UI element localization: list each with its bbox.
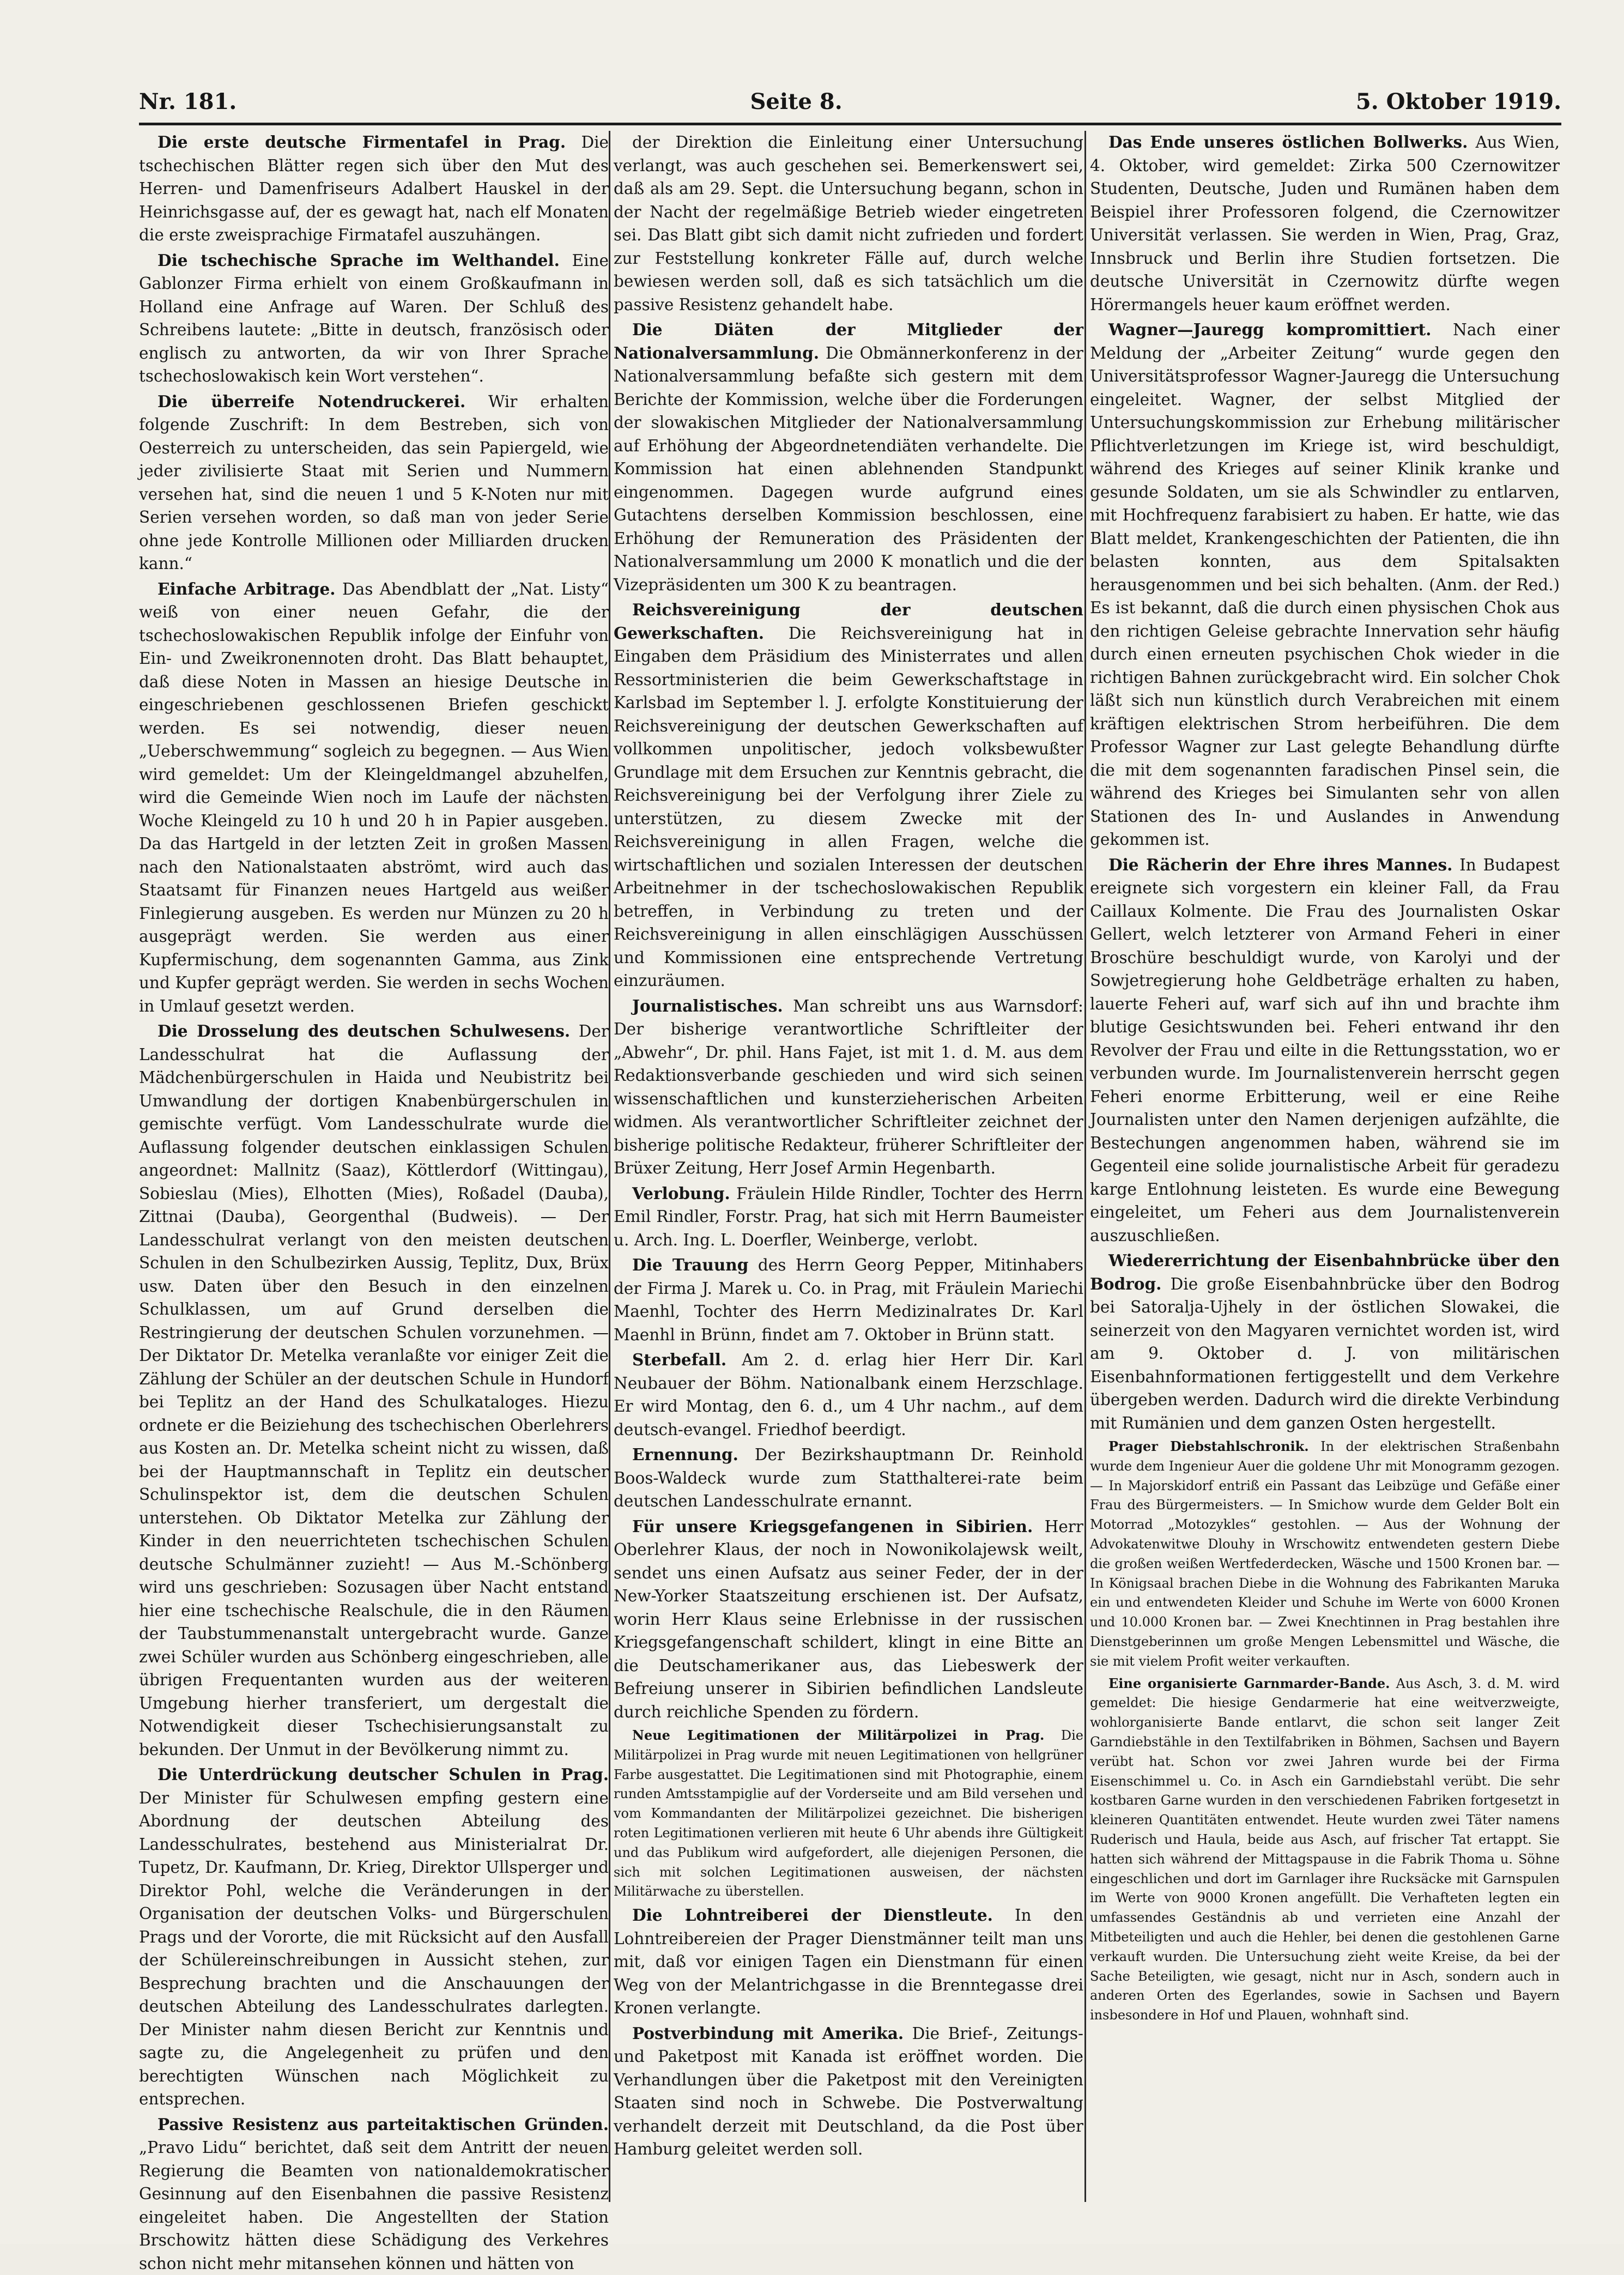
article-body: Nach einer Meldung der „Arbeiter Zeitung“ wurde gegen den Universitätsprofessor Wagner-Jauregg die Untersuchung eingeleitet. Wagner, der selbst Mitglied der Untersuchungskommission zur Erhebung militärischer Pflichtverletzungen im Kriege ist, wird beschuldigt, während des Krieges auf seiner Klinik kranke und gesunde Soldaten, um sie als Schwindler zu entlarven, mit Hochfrequenz farabisiert zu haben. Er hatte, wie das Blatt meldet, Krankengeschichten der Patienten, die ihn belasten konnten, aus dem Spitalsakten herausgenommen und bei sich behalten. (Anm. der Red.) Es ist bekannt, daß die durch einen physischen Chok aus den richtigen Geleise gebrachte Innervation sehr häufig durch einen erneuten psychischen Chok wieder in die richtigen Bahnen zurückgebracht wird. Ein solcher Chok läßt sich nun künstlich durch Verabreichen mit einem kräftigen elektrischen Strom herbeiführen. Die dem Professor Wagner zur Last gelegte Behandlung dürfte die mit dem sogenannten faradischen Pinsel sein, die während des Krieges bei Simulanten sehr von allen Stationen des In- und Auslandes in Anwendung gekommen ist. — [1090, 320, 1560, 849]
issue-date: 5. Oktober 1919. — [1356, 89, 1561, 114]
article-body: Eine Gablonzer Firma erhielt von einem Großkaufmann in Holland eine Anfrage auf Waren. Der Schluß des Schreibens lautete: „Bitte in deutsch, französisch oder englisch zu antworten, da wir von Ihrer Sprache tschechoslowakisch kein Wort verstehen“. — [139, 251, 609, 386]
article — [614, 1254, 1083, 1346]
article-headline: Die Rächerin der Ehre ihres Mannes. — [1108, 855, 1452, 874]
article-headline: Wiedererrichtung der Eisenbahnbrücke über den Bodrog. — [1090, 1251, 1560, 1293]
page-header — [139, 82, 1561, 121]
article-body: Fräulein Hilde Rindler, Tochter des Herrn Emil Rindler, Forstr. Prag, hat sich mit Herrn Baumeister u. Arch. Ing. L. Doerfler, Weinberge, verlobt. — [614, 1184, 1083, 1249]
article — [614, 1443, 1083, 1513]
article-body: Die Brief-, Zeitungs- und Paketpost mit Kanada ist eröffnet worden. Die Verhandlungen über die Paketpost mit den Vereinigten Staaten sind noch in Schwebe. Die Postverwaltung verhandelt derzeit mit Deutschland, da die Post über Hamburg geleitet werden soll. — [614, 2024, 1083, 2159]
article — [1090, 1249, 1560, 1435]
article — [1090, 1674, 1560, 2025]
article-headline: Die Unterdrückung deutscher Schulen in Prag. — [157, 1765, 609, 1784]
article — [139, 249, 609, 388]
article-body: Die Militärpolizei in Prag wurde mit neuen Legitimationen von hellgrüner Farbe ausgestattet. Die Legitimationen sind mit Photographie, einem runden Amtsstampiglie auf der Vorderseite und am Bild versehen und vom Kommandanten der Militärpolizei gezeichnet. Die bisherigen roten Legitimationen verlieren mit heute 6 Uhr abends ihre Gültigkeit und das Publikum wird aufgefordert, alle diejenigen Personen, die sich mit solchen Legitimationen ausweisen, der nächsten Militärwache zu überstellen. — [614, 1728, 1083, 1899]
article-headline: Die Diäten der Mitglieder der Nationalversammlung. — [614, 320, 1083, 362]
article — [139, 390, 609, 576]
article-body: Der Landesschulrat hat die Auflassung der Mädchenbürgerschulen in Haida und Neubistritz bei Umwandlung der dortigen Knabenbürgerschulen in gemischte verfügt. Vom Landesschulrate wurde die Auflassung folgender deutschen einklassigen Schulen angeordnet: Mallnitz (Saaz), Köttlerdorf (Wittingau), Sobieslau (Mies), Elhotten (Mies), Roßadel (Dauba), Zittnai (Dauba), Georgenthal (Budweis). — Der Landesschulrat verlangt von den meisten deutschen Schulen in den Schulbezirken Aussig, Teplitz, Dux, Brüx usw. Daten über den Besuch in den einzelnen Schulklassen, um auf Grund derselben die Restringierung der deutschen Schulen vorzunehmen. — Der Diktator Dr. Metelka veranlaßte vor einiger Zeit die Zählung der Schüler an der deutschen Schule in Hundorf bei Teplitz an der Hand des Schulkataloges. Hiezu ordnete er die Beiziehung des tschechischen Oberlehrers aus Kosten an. Dr. Metelka scheint nicht zu wissen, daß bei der Hauptmannschaft in Teplitz ein deutscher Schulinspektor ist, dem die deutschen Schulen unterstehen. Ob Diktator Metelka zur Zählung der Kinder in den neuerrichteten tschechischen Schulen deutsche Schulmänner zuzieht! — Aus M.-Schönberg wird uns geschrieben: Sozusagen über Nacht entstand hier eine tschechische Realschule, die in den Räumen der Taubstummenanstalt untergebracht wurde. Ganze zwei Schüler wurden aus Schönberg eingeschrieben, alle übrigen Frequentanten wurden aus der weiteren Umgebung hierher transferiert, um dergestalt die Notwendigkeit dieser Tschechisierungsanstalt zu bekunden. Der Unmut in der Bevölkerung nimmt zu. — [139, 1022, 609, 1759]
article-body: Die große Eisenbahnbrücke über den Bodrog bei Satoralja-Ujhely in der östlichen Slowakei, die seinerzeit von den Magyaren vernichtet worden ist, wird am 9. Oktober d. J. von militärischen Eisenbahnformationen fertiggestellt und dem Verkehre übergeben werden. Dadurch wird die direkte Verbindung mit Rumänien und dem ganzen Osten hergestellt. — [1090, 1275, 1560, 1432]
article — [139, 2113, 609, 2275]
article-headline: Journalistisches. — [632, 996, 783, 1015]
article — [614, 1726, 1083, 1902]
article-headline: Die Drosselung des deutschen Schulwesens. — [157, 1021, 570, 1040]
article-body: In Budapest ereignete sich vorgestern ein kleiner Fall, da Frau Caillaux Kolmente. Die Frau des Journalisten Oskar Gellert, welch letzterer von Armand Feheri in einer Broschüre beschuldigt wurde, von Karolyi und der Sowjetregierung hohe Geldbeträge erhalten zu haben, lauerte Feheri auf, warf sich auf ihn und brachte ihm blutige Gesichtswunden bei. Feheri entwand ihr den Revolver der Frau und eilte in die Rettungsstation, wo er verbunden wurde. Im Journalistenverein herrscht gegen Feheri enorme Erbitterung, weil er eine Reihe Journalisten unter den Namen derjenigen aufzählte, die Bestechungen angenommen haben, während sie im Gegenteil eine solide journalistische Arbeit für geradezu karge Entlohnung leisteten. Es wurde eine Bewegung eingeleitet, um Feheri aus dem Journalistenverein auszuschließen. — [1090, 856, 1560, 1245]
article — [614, 995, 1083, 1180]
article — [614, 2022, 1083, 2161]
article-headline: Für unsere Kriegsgefangenen in Sibirien. — [632, 1517, 1033, 1536]
article-headline: Die Lohntreiberei der Dienstleute. — [632, 1905, 993, 1925]
article-headline: Reichsvereinigung der deutschen Gewerkschaften. — [614, 600, 1083, 643]
column-divider — [1084, 131, 1086, 2202]
article — [614, 1182, 1083, 1252]
article — [1090, 854, 1560, 1248]
article-body: des Herrn Georg Pepper, Mitinhabers der Firma J. Marek u. Co. in Prag, mit Fräulein Mariechi Maenhl, Tochter des Herrn Medizinalrates Dr. Karl Maenhl in Brünn, findet am 7. Oktober in Brünn statt. — [614, 1256, 1083, 1344]
article — [614, 1904, 1083, 2020]
column-divider — [609, 131, 610, 2202]
article — [614, 1348, 1083, 1441]
article-headline: Das Ende unseres östlichen Bollwerks. — [1108, 132, 1468, 152]
article — [614, 598, 1083, 993]
article-headline: Wagner—Jauregg kompromittiert. — [1108, 320, 1431, 339]
article-headline: Ernennung. — [632, 1445, 738, 1464]
article — [614, 131, 1083, 316]
article-headline: Einfache Arbitrage. — [157, 579, 336, 598]
article-headline: Die Trauung — [632, 1255, 748, 1274]
article-headline: Die erste deutsche Firmentafel in Prag. — [157, 132, 566, 152]
article-body: Die tschechischen Blätter regen sich über den Mut des Herren- und Damenfriseurs Adalbert Hauskel in der Heinrichsgasse auf, der es gewagt hat, nach elf Monaten die erste zweisprachige Firmatafel auszuhängen. — [139, 133, 609, 244]
issue-number: Nr. 181. — [139, 89, 237, 114]
article-headline: Postverbindung mit Amerika. — [632, 2024, 904, 2043]
article — [139, 1020, 609, 1761]
column-3 — [1090, 131, 1560, 2213]
article-headline: Verlobung. — [632, 1184, 730, 1203]
article-body: Am 2. d. erlag hier Herr Dir. Karl Neubauer der Böhm. Nationalbank einem Herzschlage. Er wird Montag, den 6. d., um 4 Uhr nachm., auf dem deutsch-evangel. Friedhof beerdigt. — [614, 1351, 1083, 1439]
article — [139, 578, 609, 1018]
article — [1090, 318, 1560, 851]
article — [614, 318, 1083, 596]
article-body: In der elektrischen Straßenbahn wurde dem Ingenieur Auer die goldene Uhr mit Monogramm gezogen. — In Majorskidorf entriß ein Passant das Leibzüge und Gefäße einer Frau des Bürgermeisters. — In Smichow wurde dem Gelder Bolt ein Motorrad „Motozykles“ gestohlen. — Aus der Wohnung der Advokatenwitwe Dlouhy in Wrschowitz entwendeten gestern Diebe die großen weißen Wertfederdecken, Wäsche und 1500 Kronen bar. — In Königsaal brachen Diebe in die Wohnung des Fabrikanten Maruka ein und entwendeten Kleider und Schuhe im Werte von 6000 Kronen und 10.000 Kronen bar. — Zwei Knechtinnen in Prag bestahlen ihre Dienstgeberinnen um große Mengen Lebensmittel und Wäsche, die sie mit vielem Profit weiter verkauften. — [1090, 1439, 1560, 1669]
article-headline: Die tschechische Sprache im Welthandel. — [157, 251, 560, 270]
article-headline: Passive Resistenz aus parteitaktischen Gründen. — [157, 2115, 609, 2134]
article-body: Herr Oberlehrer Klaus, der noch in Nowonikolajewsk weilt, sendet uns einen Aufsatz aus seiner Feder, der in der New-Yorker Staatszeitung erschienen ist. Der Aufsatz, worin Herr Klaus seine Erlebnisse in der russischen Kriegsgefangenschaft schildert, klingt in eine Bitte an die Deutschamerikaner aus, das Liebeswerk der Befreiung unserer in Sibirien befindlichen Landsleute durch reichliche Spenden zu fördern. — [614, 1517, 1083, 1721]
article-body: der Direktion die Einleitung einer Untersuchung verlangt, was auch geschehen sei. Bemerkenswert sei, daß als am 29. Sept. die Untersuchung begann, schon in der Nacht der regelmäßige Betrieb wieder eingetreten sei. Das Blatt gibt sich damit nicht zufrieden und fordert zur Feststellung konkreter Fälle auf, durch welche bewiesen werden soll, daß es sich tatsächlich um die passive Resistenz gehandelt habe. — [614, 133, 1083, 314]
article — [1090, 131, 1560, 316]
article-body: Der Bezirkshauptmann Dr. Reinhold Boos-Waldeck wurde zum Statthalterei-rate beim deutschen Landesschulrate ernannt. — [614, 1445, 1083, 1510]
article-body: „Pravo Lidu“ berichtet, daß seit dem Antritt der neuen Regierung die Beamten von nationaldemokratischer Gesinnung auf den Eisenbahnen die passive Resistenz eingeleitet haben. Die Angestellten der Station Brschowitz hätten diese Schädigung des Verkehres schon nicht mehr mitansehen können und hätten von — [139, 2138, 609, 2273]
article-body: Aus Asch, 3. d. M. wird gemeldet: Die hiesige Gendarmerie hat eine weitverzweigte, wohlorganisierte Bande entlarvt, die schon seit langer Zeit Garndiebstähle in den Textilfabriken in Böhmen, Sachsen und Bayern verübt hat. Schon vor zwei Jahren wurde bei der Firma Eisenschimmel u. Co. in Asch ein Garndiebstahl verübt. Die sehr kostbaren Garne wurden in den verschiedenen Fabriken fortgesetzt in kleineren Quantitäten entwendet. Heute wurden zwei Täter namens Ruderisch und Haula, beide aus Asch, auf frischer Tat ertappt. Sie hatten sich während der Mittagspause in die Fabrik Thoma u. Söhne eingeschlichen und dort im Garnlager ihre Rucksäcke mit Garnspulen im Werte von 9000 Kronen angefüllt. Die Verhafteten legten ein umfassendes Geständnis ab und verrieten eine Anzahl der Mitbeteiligten und auch die Hehler, bei denen die gestohlenen Garne verkauft wurden. Die Untersuchung zieht weite Kreise, da bei der Sache Beteiligten, wie gesagt, nicht nur in Asch, sondern auch in anderen Orten des Egerlandes, sowie in Sachsen und Bayern insbesondere in Hof und Plauen, wohnhaft sind. — [1090, 1676, 1560, 2023]
article-body: Wir erhalten folgende Zuschrift: In dem Bestreben, sich von Oesterreich zu unterscheiden, das sein Papiergeld, wie jeder zivilisierte Staat mit Serien und Nummern versehen hat, sind die neuen 1 und 5 K-Noten nur mit Serien versehen worden, so daß man von jeder Serie ohne jede Kontrolle Millionen oder Milliarden drucken kann.“ — [139, 392, 609, 573]
article-body: Das Abendblatt der „Nat. Listy“ weiß von einer neuen Gefahr, die der tschechoslowakischen Republik infolge der Einfuhr von Ein- und Zweikronennoten droht. Das Blatt behauptet, daß diese Noten in Massen an hiesige Deutsche in eingeschriebenen geschlossenen Briefen geschickt werden. Es sei notwendig, dieser neuen „Ueberschwemmung“ sogleich zu begegnen. — Aus Wien wird gemeldet: Um der Kleingeldmangel abzuhelfen, wird die Gemeinde Wien noch im Laufe der nächsten Woche Kleingeld zu 10 h und 20 h in Papier ausgeben. Da das Hartgeld in der letzten Zeit in großen Massen nach den Nationalstaaten abströmt, wird auch das Staatsamt für Finanzen neues Hartgeld aus weißer Finlegierung ausgeben. Es werden nur Münzen zu 20 h ausgeprägt werden. Sie werden aus einer Kupfermischung, dem sogenannten Gamma, aus Zink und Kupfer geprägt werden. Sie werden in sechs Wochen in Umlauf gesetzt werden. — [139, 580, 609, 1015]
column-1 — [139, 131, 609, 2213]
header-rule — [139, 123, 1561, 125]
article-headline: Eine organisierte Garnmarder-Bande. — [1108, 1675, 1390, 1691]
page-number: Seite 8. — [750, 89, 843, 114]
article — [139, 131, 609, 247]
article — [1090, 1437, 1560, 1672]
column-2 — [614, 131, 1083, 2213]
article-headline: Sterbefall. — [632, 1350, 726, 1369]
article-body: Die Reichsvereinigung hat in Eingaben dem Präsidium des Ministerrates und allen Ressortministerien die beim Gewerkschaftstage in Karlsbad im September l. J. erfolgte Konstituierung der Reichsvereinigung der deutschen Gewerkschaften auf vollkommen unpolitischer, jedoch volksbewußter Grundlage mit dem Ersuchen zur Kenntnis gebracht, die Reichsvereinigung bei der Verfolgung ihrer Ziele zu unterstützen, zu diesem Zwecke mit der Reichsvereinigung in allen Fragen, welche die wirtschaftlichen und sozialen Interessen der deutschen Arbeitnehmer in der tschechoslowakischen Republik betreffen, in Verbindung zu treten und der Reichsvereinigung in allen einschlägigen Ausschüssen und Kommissionen eine entsprechende Vertretung einzuräumen. — [614, 624, 1083, 990]
article-body: Man schreibt uns aus Warnsdorf: Der bisherige verantwortliche Schriftleiter der „Abwehr“, Dr. phil. Hans Fajet, ist mit 1. d. M. aus dem Redaktionsverbande geschieden und wird sich seinen wissenschaftlichen und kunsterzieherischen Arbeiten widmen. Als verantwortlicher Schriftleiter zeichnet der bisherige politische Redakteur, früherer Schriftleiter der Brüxer Zeitung, Herr Josef Armin Hegenbarth. — [614, 997, 1083, 1178]
article — [139, 1763, 609, 2111]
article-headline: Neue Legitimationen der Militärpolizei in Prag. — [632, 1727, 1044, 1743]
article-body: Die Obmännerkonferenz in der Nationalversammlung befaßte sich gestern mit dem Berichte der Kommission, welche über die Forderungen der slowakischen Mitglieder der Nationalversammlung auf Erhöhung der Abgeordnetendiäten verhandelte. Die Kommission hat einen ablehnenden Standpunkt eingenommen. Dagegen wurde aufgrund eines Gutachtens derselben Kommission beschlossen, eine Erhöhung der Remuneration des Präsidenten der Nationalversammlung um 2000 K monatlich und die der Vizepräsidenten um 300 K zu beantragen. — [614, 344, 1083, 594]
article-body: Aus Wien, 4. Oktober, wird gemeldet: Zirka 500 Czernowitzer Studenten, Deutsche, Juden und Rumänen haben dem Beispiel ihrer Professoren folgend, die Czernowitzer Universität verlassen. Sie werden in Wien, Prag, Graz, Innsbruck und Berlin ihre Studien fortsetzen. Die deutsche Universität in Czernowitz dürfte wegen Hörermangels heuer kaum eröffnet werden. — [1090, 133, 1560, 314]
article — [614, 1515, 1083, 1724]
article-body: Der Minister für Schulwesen empfing gestern eine Abordnung der deutschen Abteilung des Landesschulrates, bestehend aus Ministerialrat Dr. Tupetz, Dr. Kaufmann, Dr. Krieg, Direktor Ullsperger und Direktor Pohl, welche die Veränderungen in der Organisation der deutschen Volks- und Bürgerschulen Prags und der Vororte, die mit Rücksicht auf den Ausfall der Schülereinschreibungen in Aussicht stehen, zur Besprechung brachten und die Anschauungen der deutschen Abteilung des Landesschulrates darlegten. Der Minister nahm diesen Bericht zur Kenntnis und sagte zu, die Angelegenheit zu prüfen und den berechtigten Wünschen nach Möglichkeit zu entsprechen. — [139, 1789, 609, 2109]
article-headline: Die überreife Notendruckerei. — [157, 392, 465, 411]
article-headline: Prager Diebstahlschronik. — [1108, 1438, 1309, 1454]
article-body: In den Lohntreibereien der Prager Dienstmänner teilt man uns mit, daß vor einigen Tagen ein Dienstmann für einen Weg von der Melantrichgasse in die Brenntegasse drei Kronen verlangte. — [614, 1906, 1083, 2017]
